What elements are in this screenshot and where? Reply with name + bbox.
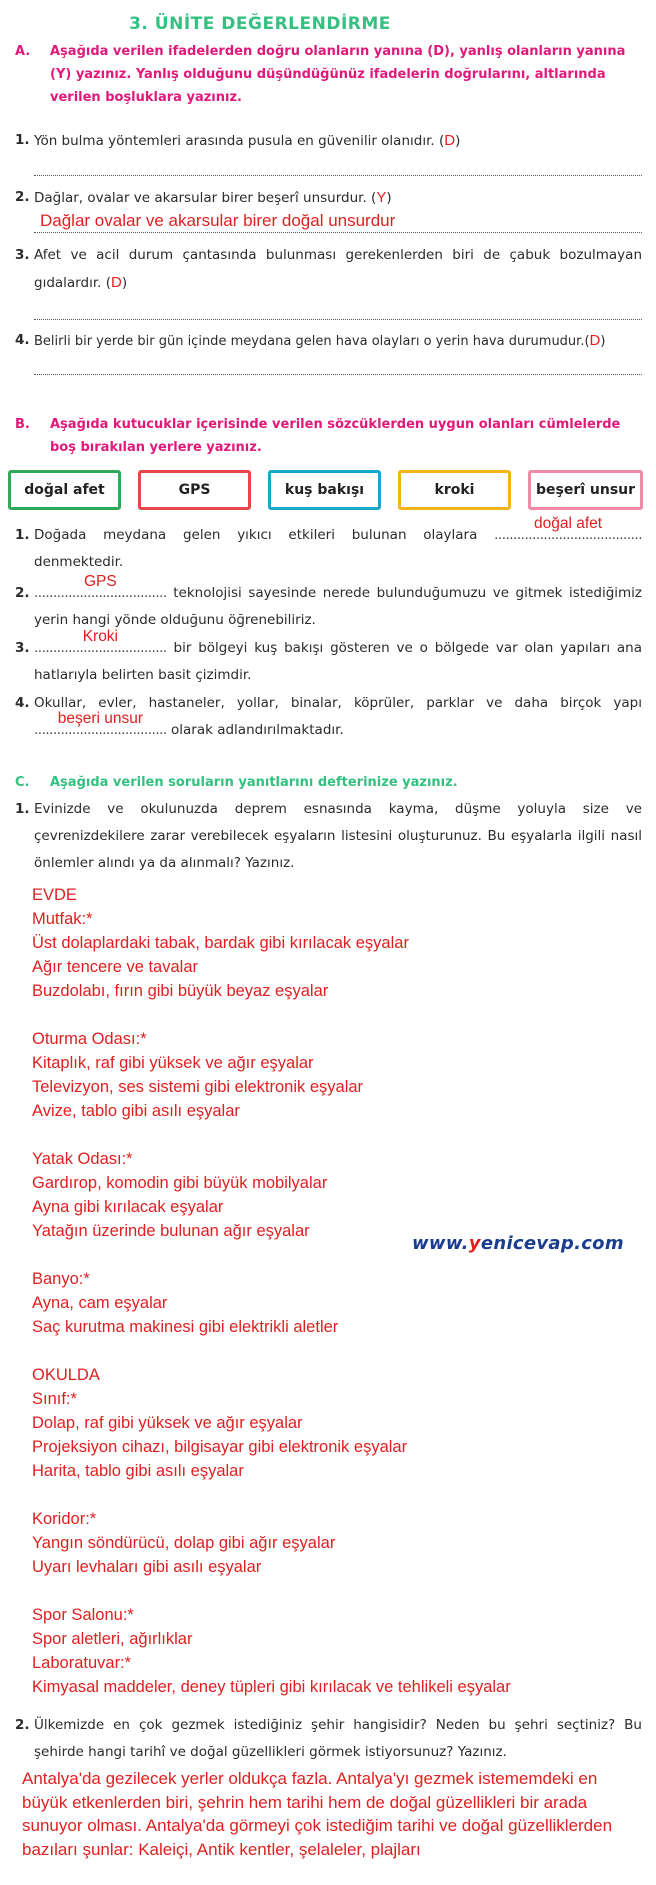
answer-room-label: Yatak Odası:* [32, 1150, 133, 1168]
question-text: Ülkemizde en çok gezmek istediğiniz şehir hangisidir? Neden bu şehri seçtiniz? Bu şehirde hangi tarihî ve doğal güzellikleri görmek istiyorsunuz? Yazınız. [34, 1717, 642, 1760]
section-c-header [0, 771, 656, 795]
answer-line: Avize, tablo gibi asılı eşyalar [32, 1102, 240, 1120]
answer-room-label: Koridor:* [32, 1510, 97, 1528]
watermark-brand: enicevap [480, 1233, 575, 1254]
answer-line: Spor aletleri, ağırlıklar [32, 1630, 193, 1648]
correction-line-3 [34, 319, 642, 320]
site-watermark [412, 1233, 624, 1254]
section-a-letter: A. [15, 44, 31, 59]
section-a-instruction: Aşağıda verilen ifadelerden doğru olanların yanına (D), yanlış olanların yanına (Y) yazınız. Yanlış olduğunu düşündüğünüz ifadelerin doğrularını, altlarında verilen boşluklara yazınız. [50, 44, 626, 105]
answer-line: Dolap, raf gibi yüksek ve ağır eşyalar [32, 1414, 303, 1432]
section-b-letter: B. [15, 417, 30, 432]
item-number: 4. [15, 695, 30, 711]
filled-answer: beşeri unsur [57, 710, 143, 727]
blank-3: ................................... Kroki [34, 635, 167, 662]
blank-4: ................................... beşeri unsur [34, 717, 167, 744]
item-number: 2. [15, 189, 30, 205]
section-a-header [0, 40, 656, 110]
sentence-end: olarak adlandırılmaktadır. [171, 722, 344, 738]
answer-line: Projeksiyon cihazı, bilgisayar gibi elektronik eşyalar [32, 1438, 408, 1456]
c-question-1 [15, 796, 642, 877]
answer-heading-evde: EVDE [32, 886, 77, 904]
filled-answer: GPS [83, 573, 117, 590]
answer-line: Buzdolabı, fırın gibi büyük beyaz eşyalar [32, 982, 329, 1000]
paren-close: ) [600, 334, 606, 349]
watermark-prefix: www. [412, 1233, 469, 1254]
page-title: 3. ÜNİTE DEĞERLENDİRME [129, 14, 391, 34]
answer-room-label: Oturma Odası:* [32, 1030, 147, 1048]
statement-text: Yön bulma yöntemleri arasında pusula en güvenilir olanıdır. ( [34, 133, 445, 149]
sentence-end: bir bölgeyi kuş bakışı gösteren ve o bölgede var olan yapıları ana hatlarıyla belirten basit çizimdir. [34, 640, 642, 683]
answer-line: Yatağın üzerinde bulunan ağır eşyalar [32, 1222, 310, 1240]
filled-answer: doğal afet [534, 515, 603, 532]
correction-line-4 [34, 374, 642, 375]
correction-line-1 [34, 175, 642, 176]
answer-line: Ayna gibi kırılacak eşyalar [32, 1198, 224, 1216]
sentence-end: denmektedir. [34, 554, 124, 570]
item-number: 2. [15, 585, 30, 601]
b-item-3 [15, 628, 642, 689]
answer-line: Ağır tencere ve tavalar [32, 958, 198, 976]
section-c-instruction: Aşağıda verilen soruların yanıtlarını defterinize yazınız. [50, 775, 458, 790]
statement-text: Belirli bir yerde bir gün içinde meydana gelen hava olayları o yerin hava durumudur.( [34, 334, 590, 349]
answer-room-label: Mutfak:* [32, 910, 93, 928]
sentence-end: teknolojisi sayesinde nerede bulunduğumuzu ve gitmek istediğimiz yerin hangi yönde olduğunu öğrenebiliriz. [34, 585, 643, 628]
sentence-start: Doğada meydana gelen yıkıcı etkileri bulunan olaylara [34, 527, 478, 543]
section-b-header [0, 413, 656, 461]
item-number: 1. [15, 801, 30, 817]
answer-room-label: Spor Salonu:* [32, 1606, 134, 1624]
answer-line: Üst dolaplardaki tabak, bardak gibi kırılacak eşyalar [32, 934, 409, 952]
blank-1: ....................................... doğal afet [494, 522, 642, 549]
word-box-kus-bakisi: kuş bakışı [268, 470, 381, 510]
watermark-suffix: .com [574, 1233, 624, 1254]
blank-2: ................................... GPS [34, 580, 167, 607]
word-box-beseri-unsur: beşerî unsur [528, 470, 643, 510]
a-item-4 [15, 327, 642, 355]
true-false-mark: D [589, 332, 601, 349]
paren-close: ) [386, 190, 392, 206]
true-false-mark: Y [376, 189, 387, 206]
statement-text: Afet ve acil durum çantasında bulunması gerekenlerden biri de çabuk bozulmayan gıdalardır. ( [34, 247, 642, 291]
item-number: 3. [15, 640, 30, 656]
answer-line: Uyarı levhaları gibi asılı eşyalar [32, 1558, 262, 1576]
answer-line: Ayna, cam eşyalar [32, 1294, 168, 1312]
a-item-2 [15, 184, 642, 212]
answer-room-label: Laboratuvar:* [32, 1654, 132, 1672]
a-item-3 [15, 242, 642, 297]
true-false-mark: D [444, 132, 456, 149]
answer-heading-okulda: OKULDA [32, 1366, 100, 1384]
answer-line: Televizyon, ses sistemi gibi elektronik eşyalar [32, 1078, 364, 1096]
answer-line: Saç kurutma makinesi gibi elektrikli aletler [32, 1318, 339, 1336]
section-c-letter: C. [15, 775, 30, 790]
item-number: 1. [15, 132, 30, 148]
answer-line: Yangın söndürücü, dolap gibi ağır eşyalar [32, 1534, 336, 1552]
answer-line: Kitaplık, raf gibi yüksek ve ağır eşyalar [32, 1054, 314, 1072]
correction-line-2 [34, 232, 642, 233]
paren-close: ) [121, 275, 128, 291]
word-box-kroki: kroki [398, 470, 511, 510]
item-number: 2. [15, 1717, 30, 1733]
section-b-instruction: Aşağıda kutucuklar içerisinde verilen sözcüklerden uygun olanları cümlelerde boş bırakılan yerlere yazınız. [50, 417, 621, 455]
filled-answer: Kroki [82, 628, 119, 645]
sentence-start: Okullar, evler, hastaneler, yollar, binalar, köprüler, parklar ve daha birçok yapı [34, 695, 642, 711]
answer-line: Gardırop, komodin gibi büyük mobilyalar [32, 1174, 328, 1192]
item-number: 3. [15, 247, 30, 263]
watermark-brand-y: y [468, 1233, 481, 1254]
paren-close: ) [455, 133, 461, 149]
item-number: 4. [15, 332, 30, 348]
question-text: Evinizde ve okulunuzda deprem esnasında kayma, düşme yoluyla size ve çevrenizdekilere zarar verebilecek eşyaların listesini oluşturunuz. Bu eşyalarla ilgili nasıl önlemler alındı ya da alınmalı? Yazınız. [34, 801, 642, 871]
b-item-4 [15, 690, 642, 744]
c-question-2 [15, 1712, 642, 1766]
true-false-mark: D [110, 274, 122, 291]
correction-answer-2: Dağlar ovalar ve akarsular birer doğal unsurdur [40, 211, 396, 230]
answer-room-label: Sınıf:* [32, 1390, 77, 1408]
word-box-dogal-afet: doğal afet [8, 470, 121, 510]
word-box-gps: GPS [138, 470, 251, 510]
a-item-1 [15, 127, 642, 155]
item-number: 1. [15, 527, 30, 543]
answer-line: Harita, tablo gibi asılı eşyalar [32, 1462, 244, 1480]
statement-text: Dağlar, ovalar ve akarsular birer beşerî unsurdur. ( [34, 190, 377, 206]
answer-room-label: Banyo:* [32, 1270, 90, 1288]
q2-answer: Antalya'da gezilecek yerler oldukça fazla. Antalya'yı gezmek istememdeki en büyük etkenlerden biri, şehrin hem tarihi hem de doğal güzellikleri bir arada sunuyor olması. Antalya'da görmeyi çok istediğim tarihi ve doğal güzelliklerden bazıları şunlar: Kaleiçi, Antik kentler, şelaleler, plajları [22, 1769, 613, 1859]
answer-line: Kimyasal maddeler, deney tüpleri gibi kırılacak ve tehlikeli eşyalar [32, 1678, 511, 1696]
